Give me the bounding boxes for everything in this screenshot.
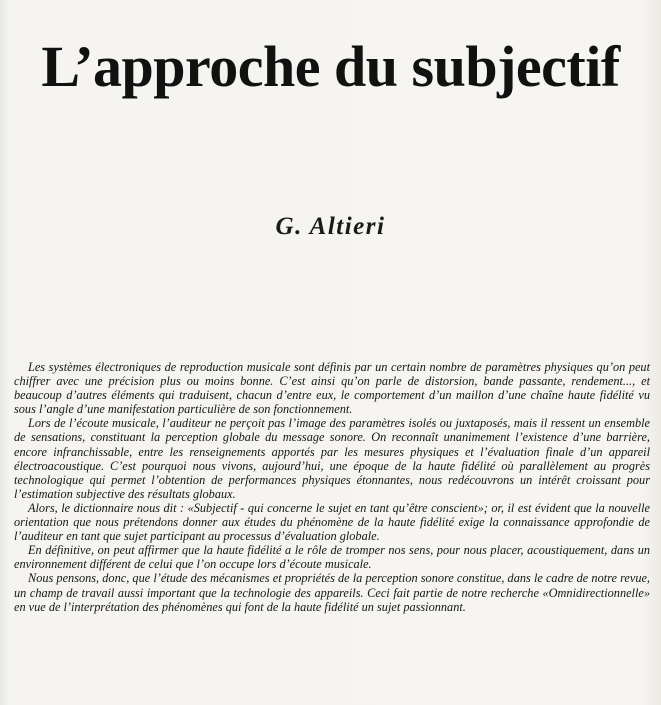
paragraph: Les systèmes électroniques de reproduction musicale sont définis par un certain nombre de paramètres physiques qu’on peut chiffrer avec une précision plus ou moins bonne. C’est ainsi qu’on parle de distorsion, bande passante, rendement..., et beaucoup d’autres éléments qui traduisent, chacun d’entre eux, le comportement d’un maillon d’une chaîne haute fidélité vu sous l’angle d’une manifestation particulière de son fonctionnement. <box>14 360 650 417</box>
paragraph: Alors, le dictionnaire nous dit : «Subjectif - qui concerne le sujet en tant qu’être conscient»; or, il est évident que la nouvelle orientation que nous prétendons donner aux études du phénomène de la haute fidélité exige la connaissance approfondie de l’auditeur en tant que sujet participant au processus d’évaluation globale. <box>14 500 650 544</box>
article-body <box>14 360 650 614</box>
article-title: L’approche du subjectif <box>41 34 620 99</box>
article-author: G. Altieri <box>275 213 386 240</box>
paragraph: En définitive, on peut affirmer que la haute fidélité a le rôle de tromper nos sens, pour nous placer, acoustiquement, dans un environnement différent de celui que l’on occupe lors d’écoute musicale. <box>14 543 650 572</box>
paragraph: Nous pensons, donc, que l’étude des mécanismes et propriétés de la perception sonore constitue, dans le cadre de notre revue, un champ de travail aussi important que la technologie des appareils. Ceci fait partie de notre recherche «Omnidirectionnelle» en vue de l’interprétation des phénomènes qui font de la haute fidélité un sujet passionnant. <box>14 571 650 614</box>
paragraph: Lors de l’écoute musicale, l’auditeur ne perçoit pas l’image des paramètres isolés ou juxtaposés, mais il ressent un ensemble de sensations, constituant la perception globale du message sonore. On reconnaît unanimement l’existence d’une barrière, encore infranchissable, entre les renseignements apportés par les mesures physiques et l’évaluation finale d’un appareil électroacoustique. C’est pourquoi nous vivons, aujourd’hui, une époque de la haute fidélité où parallèlement au progrès technologique qui permet l’obtention de performances physiques étonnantes, nous redécouvrons un intérêt croissant pour l’estimation subjective des résultats globaux. <box>14 416 650 501</box>
